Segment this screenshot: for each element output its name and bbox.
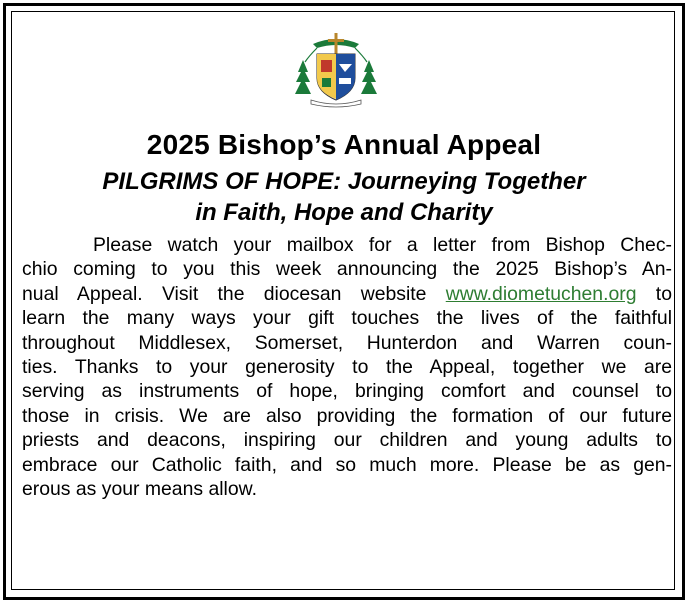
body-line-8: those in crisis. We are also providing the formation of our future [22, 404, 672, 427]
subtitle [0, 166, 688, 228]
body-line-9: priests and deacons, inspiring our children and young adults to [22, 429, 672, 452]
body-line-3-tail: to [636, 282, 672, 305]
subtitle-line-1: PILGRIMS OF HOPE: Journeying Together [102, 168, 586, 195]
subtitle-line-2: in Faith, Hope and Charity [195, 199, 493, 226]
body-line-3-text: nual Appeal. Visit the diocesan website [22, 282, 446, 305]
body-line-11: erous as your means allow. [22, 478, 257, 501]
body-line-6: ties. Thanks to your generosity to the Appeal, together we are [22, 356, 672, 379]
body-line-10: embrace our Catholic faith, and so much more. Please be as gen- [22, 453, 672, 476]
diocese-website-link[interactable]: www.diometuchen.org [445, 282, 637, 305]
body-line-3 [22, 282, 672, 306]
body-line-2: chio coming to you this week announcing the 2025 Bishop’s An- [22, 258, 672, 281]
body-paragraph [22, 233, 672, 501]
body-line-4: learn the many ways your gift touches the lives of the faithful [22, 307, 672, 330]
page-title: 2025 Bishop’s Annual Appeal [146, 129, 542, 160]
body-line-1-text: Please watch your mailbox for a letter from Bishop Chec- [93, 234, 672, 256]
diocese-crest-icon [295, 30, 377, 110]
body-line-1 [22, 233, 672, 257]
body-line-7: serving as instruments of hope, bringing comfort and counsel to [22, 380, 672, 403]
body-line-5: throughout Middlesex, Somerset, Hunterdon and Warren coun- [22, 331, 672, 354]
